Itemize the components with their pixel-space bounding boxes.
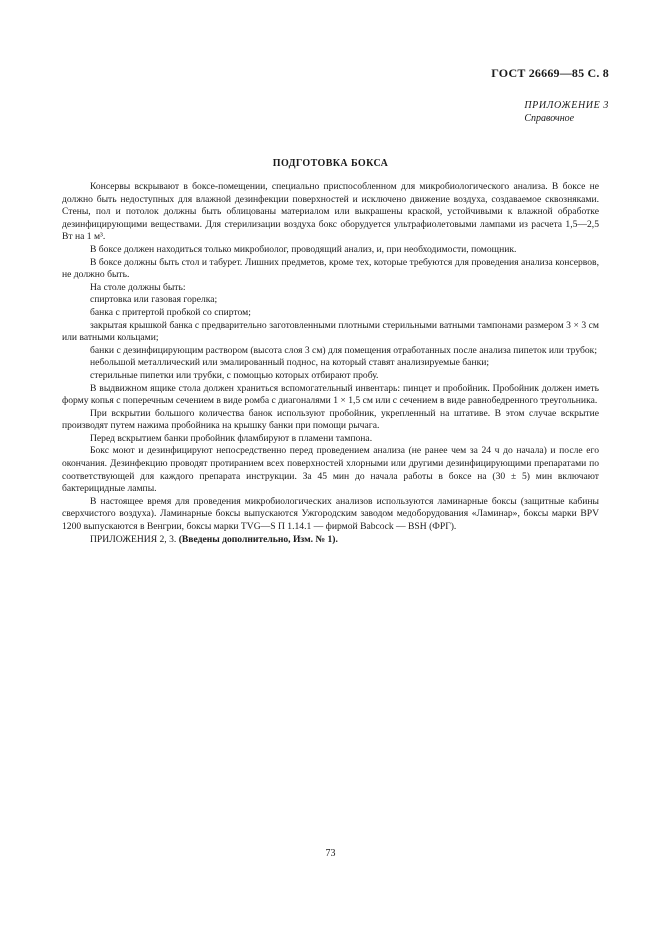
list-item: спиртовка или газовая горелка; <box>90 294 218 306</box>
final-note-bold: (Введены дополнительно, Изм. № 1). <box>178 533 338 545</box>
list-item: небольшой металлический или эмалированный поднос, на который ставят анализируемые банки; <box>90 357 490 369</box>
section-title: ПОДГОТОВКА БОКСА <box>272 158 389 169</box>
appendix-label <box>524 99 609 125</box>
document-body <box>62 181 599 546</box>
paragraph: Консервы вскрывают в боксе-помещении, специально приспособленном для микробиологического анализа. В боксе не должно быть недоступных для влажной дезинфекции поверхностей и исключено движение воздуха, создаваемое сквозняками. Стены, пол и потолок должны быть облицованы материалом или выкрашены краской, устойчивыми к влажной обработке дезинфицирующими веществами. Для стерилизации воздуха бокс оборудуется ультрафиолетовыми лампами из расчета 1,5—2,5 Вт на 1 м³. <box>62 181 599 243</box>
paragraph: При вскрытии большого количества банок используют пробойник, укрепленный на штативе. В этом случае вскрытие производят путем нажима пробойника на крышку банки при помощи рычага. <box>62 407 599 432</box>
paragraph: Перед вскрытием банки пробойник фламбируют в пламени тампона. <box>90 432 373 444</box>
document-header: ГОСТ 26669—85 С. 8 <box>491 66 609 80</box>
list-item: стерильные пипетки или трубки, с помощью которых отбирают пробу. <box>90 369 379 381</box>
final-note-prefix: ПРИЛОЖЕНИЯ 2, 3. <box>90 533 179 545</box>
paragraph: На столе должны быть: <box>90 281 186 293</box>
list-item: банки с дезинфицирующим раствором (высота слоя 3 см) для помещения отработанных после анализа пипеток или трубок; <box>90 344 597 356</box>
appendix-title: ПРИЛОЖЕНИЕ 3 <box>524 100 609 111</box>
paragraph: В выдвижном ящике стола должен храниться вспомогательный инвентарь: пинцет и пробойник. Пробойник должен иметь форму копья с поперечным сечением в виде ромба с диагоналями 1 × 1,5 см или с сечением в виде равнобедренного треугольника. <box>62 382 599 407</box>
paragraph: Бокс моют и дезинфицируют непосредственно перед проведением анализа (не ранее чем за 24 ч до начала) и после его окончания. Дезинфекцию проводят протиранием всех поверхностей хлорными или другими дезинфицирующими препаратами по соответствующей для каждого препарата инструкции. За 45 мин до начала работы в боксе на (30 ± 5) мин включают бактерицидные лампы. <box>62 445 599 495</box>
appendix-subtitle: Справочное <box>524 113 575 124</box>
list-item: банка с притертой пробкой со спиртом; <box>90 306 251 318</box>
paragraph: В боксе должны быть стол и табурет. Лишних предметов, кроме тех, которые требуются для проведения анализа консервов, не должно быть. <box>62 256 599 281</box>
list-item: закрытая крышкой банка с предварительно заготовленными плотными стерильными ватными тампонами размером 3 × 3 см или ватными кольцами; <box>62 319 599 344</box>
final-note <box>62 534 599 547</box>
page-number: 73 <box>325 848 336 859</box>
paragraph: В боксе должен находиться только микробиолог, проводящий анализ, и, при необходимости, помощник. <box>90 243 517 255</box>
paragraph: В настоящее время для проведения микробиологических анализов используются ламинарные боксы (защитные кабины сверхчистого воздуха). Ламинарные боксы выпускаются Ужгородским заводом медоборудования «Ламинар», боксы марки BPV 1200 выпускаются в Венгрии, боксы марки TVG—S П 1.14.1 — фирмой Babcock — BSH (ФРГ). <box>62 495 599 533</box>
